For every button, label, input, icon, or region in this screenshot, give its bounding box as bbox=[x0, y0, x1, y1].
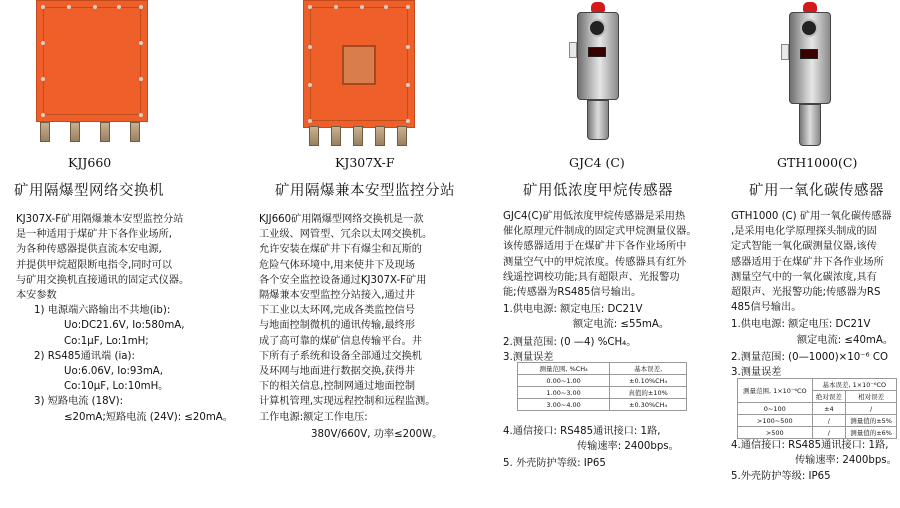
measure-range: 2.测量范围: (0 —4) %CH₄。 bbox=[503, 336, 637, 348]
spec-line: 3) 短路电流 (18V): bbox=[34, 396, 123, 408]
measure-error-label: 3.测量误差 bbox=[731, 367, 782, 379]
table-cell: 真值的±10% bbox=[610, 387, 687, 399]
gjc4-title: 矿用低浓度甲烷传感器 bbox=[523, 183, 673, 199]
kj307x-f-title: 矿用隔爆兼本安型监控分站 bbox=[275, 183, 455, 199]
table-row bbox=[738, 403, 897, 415]
kj307x-f-description bbox=[259, 212, 442, 442]
supply-current: 额定电流: ≤55mA。 bbox=[573, 319, 669, 331]
table-cell: / bbox=[812, 427, 846, 439]
kjj660-title: 矿用隔爆型网络交换机 bbox=[14, 183, 164, 199]
description-line: KJ307X-F矿用隔爆兼本安型监控分站 bbox=[16, 214, 184, 225]
table-cell: ±4 bbox=[812, 403, 846, 415]
gth1000-model: GTH1000(C) bbox=[777, 155, 858, 170]
table-row bbox=[518, 387, 687, 399]
table-cell: / bbox=[846, 403, 897, 415]
table-cell: / bbox=[812, 415, 846, 427]
description-line: 为各种传感器提供直流本安电源, bbox=[16, 244, 162, 256]
gjc4-model: GJC4 (C) bbox=[569, 155, 625, 170]
description-line: 本安参数 bbox=[16, 290, 57, 302]
table-cell: 测量值的±6% bbox=[846, 427, 897, 439]
description-line: 成了高可靠的煤矿信息传输平台。井 bbox=[259, 335, 422, 347]
measure-error-label: 3.测量误差 bbox=[503, 351, 554, 363]
description-line: 下工业以太环网,完成各类监控信号 bbox=[259, 305, 416, 317]
table-header: 测量范围, 1×10⁻⁶CO bbox=[738, 379, 813, 403]
spec-line: Co:1μF, Lo:1mH; bbox=[64, 335, 149, 347]
table-cell: 1.00~3.00 bbox=[518, 387, 610, 399]
description-line: 测量空气中的甲烷浓度。传感器具有红外 bbox=[503, 256, 687, 268]
table-row bbox=[518, 399, 687, 411]
spec-line: 2) RS485通讯端 (ia): bbox=[34, 350, 135, 362]
table-cell: ±0.10%CH₄ bbox=[610, 375, 687, 387]
description-line: KJJ660矿用隔爆型网络交换机是一款 bbox=[259, 214, 424, 225]
table-header: 基本误差, bbox=[610, 363, 687, 375]
gjc4-description bbox=[503, 209, 697, 365]
protection-level: 5.外壳防护等级: IP65 bbox=[731, 471, 831, 482]
table-row bbox=[738, 415, 897, 427]
table-header: 测量范围, %CH₄ bbox=[518, 363, 610, 375]
spec-line: 1) 电源端六路输出不共地(ib): bbox=[34, 305, 171, 317]
power-spec: 380V/660V, 功率≤200W。 bbox=[311, 428, 443, 440]
supply-voltage: 1.供电电源: 额定电压: DC21V bbox=[503, 304, 643, 316]
kjj660-description bbox=[16, 212, 233, 425]
description-line: ,是采用电化学原理探头制成的固 bbox=[731, 226, 877, 238]
kjj660-photo bbox=[36, 0, 148, 146]
kj307x-f-model: KJ307X-F bbox=[335, 155, 395, 170]
description-line: 计算机管理,实现远程控制和远程监测。 bbox=[259, 396, 436, 408]
description-line: 催化原理元件制成的固定式甲烷测量仪器。 bbox=[503, 226, 697, 238]
comm-rate: 传输速率: 2400bps。 bbox=[577, 441, 679, 452]
description-line: 定式智能一氧化碳测量仪器,该传 bbox=[731, 241, 877, 253]
description-line: 能;传感器为RS485信号输出。 bbox=[503, 287, 642, 299]
spec-line: ≤20mA;短路电流 (24V): ≤20mA。 bbox=[64, 411, 233, 423]
table-cell: 3.00~4.00 bbox=[518, 399, 610, 411]
gjc4-error-table bbox=[517, 362, 687, 411]
table-header: 基本误差, 1×10⁻⁶CO bbox=[812, 379, 896, 391]
description-line: GTH1000 (C) 矿用一氧化碳传感器 bbox=[731, 211, 892, 222]
table-row bbox=[518, 375, 687, 387]
description-line: GJC4(C)矿用低浓度甲烷传感器是采用热 bbox=[503, 211, 686, 222]
supply-current: 额定电流: ≤40mA。 bbox=[797, 334, 893, 346]
description-line: 与地面控制微机的通讯传输,最终形 bbox=[259, 320, 416, 332]
table-cell: 0.00~1.00 bbox=[518, 375, 610, 387]
description-line: 测量空气中的一氧化碳浓度,具有 bbox=[731, 271, 877, 283]
comm-interface: 4.通信接口: RS485通讯接口: 1路, bbox=[503, 426, 661, 437]
description-line: 工业级、网管型、冗余以太网交换机。 bbox=[259, 229, 433, 241]
description-line: 超限声、光报警功能;传感器为RS bbox=[731, 287, 881, 299]
comm-interface: 4.通信接口: RS485通讯接口: 1路, bbox=[731, 440, 889, 451]
description-line: 危险气体环境中,用来使井下及现场 bbox=[259, 259, 416, 271]
spec-line: Co:10μF, Lo:10mH。 bbox=[64, 381, 169, 393]
description-line: 隔爆兼本安型监控分站接入,通过井 bbox=[259, 290, 416, 302]
description-line: 工作电源:额定工作电压: bbox=[259, 411, 368, 423]
description-line: 下的相关信息,控制网通过地面控制 bbox=[259, 381, 416, 393]
description-line: 并提供甲烷超限断电指令,同时可以 bbox=[16, 259, 173, 271]
gth1000-title: 矿用一氧化碳传感器 bbox=[749, 183, 884, 199]
description-line: 允许安装在煤矿井下有爆尘和瓦斯的 bbox=[259, 244, 422, 256]
spec-line: Uo:DC21.6V, Io:580mA, bbox=[64, 320, 185, 332]
table-header: 绝对误差 bbox=[812, 391, 846, 403]
measure-range: 2.测量范围: (0—1000)×10⁻⁶ CO bbox=[731, 351, 889, 363]
table-header: 相对误差 bbox=[846, 391, 897, 403]
description-line: 感器适用于在煤矿井下各作业场所 bbox=[731, 256, 884, 268]
table-cell: >100~500 bbox=[738, 415, 813, 427]
description-line: 下所有子系统和设备全部通过交换机 bbox=[259, 350, 422, 362]
description-line: 线遥控调校功能;具有超限声、光报警功 bbox=[503, 271, 680, 283]
gth1000-error-table bbox=[737, 378, 897, 439]
table-cell: 0~100 bbox=[738, 403, 813, 415]
table-cell: 测量值的±5% bbox=[846, 415, 897, 427]
description-line: 及环网与地面进行数据交换,获得井 bbox=[259, 366, 416, 378]
spec-line: Uo:6.06V, Io:93mA, bbox=[64, 366, 164, 378]
table-row bbox=[738, 427, 897, 439]
description-line: 各个安全监控设备通过KJ307X-F矿用 bbox=[259, 274, 427, 286]
kjj660-model: KJJ660 bbox=[68, 155, 112, 170]
description-line: 是一种适用于煤矿井下各作业场所, bbox=[16, 229, 173, 241]
description-line: 该传感器适用于在煤矿井下各作业场所中 bbox=[503, 241, 687, 253]
gth1000-description bbox=[731, 209, 893, 380]
description-line: 与矿用交换机直接通讯的固定式仪器。 bbox=[16, 274, 190, 286]
protection-level: 5. 外壳防护等级: IP65 bbox=[503, 458, 606, 469]
gjc4-photo bbox=[571, 2, 625, 142]
table-cell: ±0.30%CH₄ bbox=[610, 399, 687, 411]
comm-rate: 传输速率: 2400bps。 bbox=[795, 455, 897, 466]
supply-voltage: 1.供电电源: 额定电压: DC21V bbox=[731, 319, 871, 331]
description-line: 485信号输出。 bbox=[731, 302, 802, 314]
gth1000-photo bbox=[783, 2, 837, 148]
table-cell: >500 bbox=[738, 427, 813, 439]
kj307x-f-photo bbox=[303, 0, 415, 146]
